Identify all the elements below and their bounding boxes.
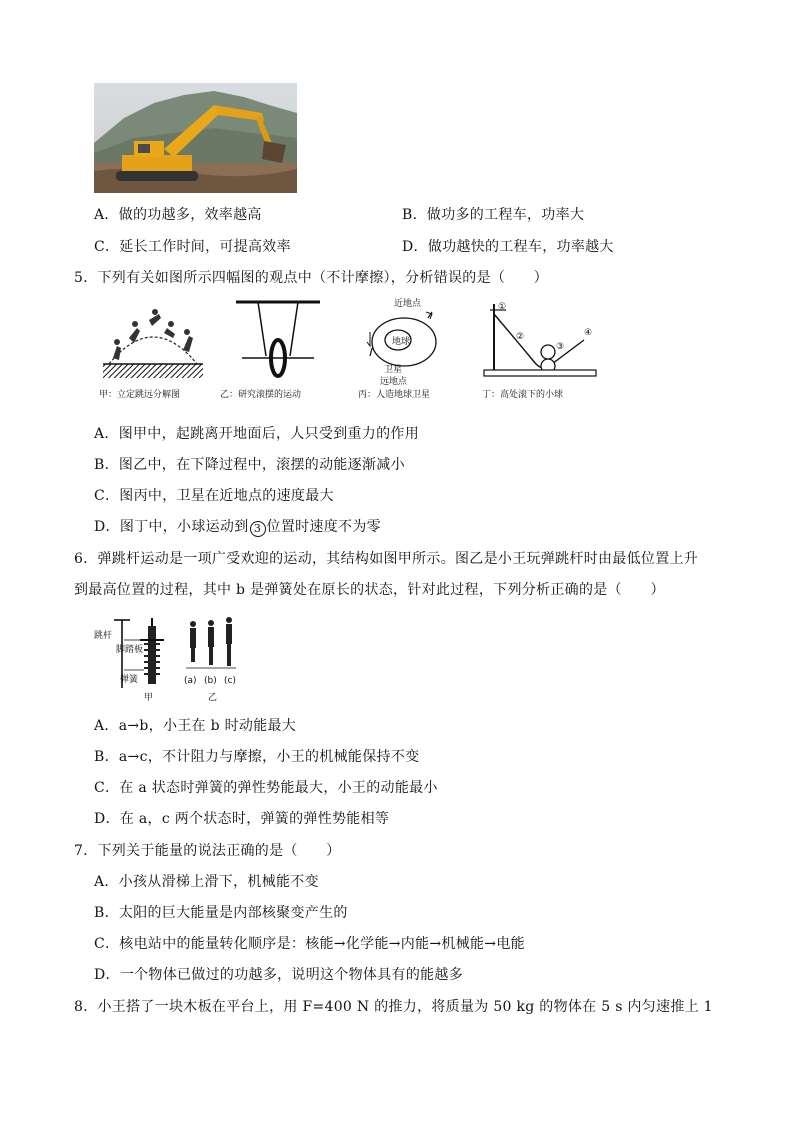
q6-label-spring: 弹簧 <box>120 675 139 685</box>
q7-option-c: C．核电站中的能量转化顺序是：核能→化学能→内能→机械能→电能 <box>94 936 525 952</box>
q5-caption-jia: 甲：立定跳远分解图 <box>99 390 181 400</box>
q5-label-sat: 卫星 <box>384 365 403 375</box>
q5-label-p1: ① <box>498 302 507 312</box>
q6-option-c: C．在 a 状态时弹簧的弹性势能最大，小王的动能最小 <box>94 780 438 796</box>
q5-option-b: B．图乙中，在下降过程中，滚摆的动能逐渐减小 <box>94 457 405 473</box>
q6-option-a: A．a→b，小王在 b 时动能最大 <box>94 718 297 734</box>
q6-label-yi: 乙 <box>208 693 218 703</box>
q5-option-d-post: 位置时速度不为零 <box>266 519 381 535</box>
q7-option-b: B．太阳的巨大能量是内部核聚变产生的 <box>94 905 348 921</box>
q6-label-jia: 甲 <box>144 693 154 703</box>
excavator-photo <box>94 83 297 193</box>
q6-label-c: (c) <box>224 676 236 686</box>
q5-option-c: C．图丙中，卫星在近地点的速度最大 <box>94 488 334 504</box>
q5-caption-ding: 丁：高处滚下的小球 <box>482 390 564 400</box>
q5-option-d <box>94 517 381 537</box>
q5-option-a: A．图甲中，起跳离开地面后，人只受到重力的作用 <box>94 426 420 442</box>
q6-label-pole: 跳杆 <box>94 631 113 641</box>
q4-option-c: C．延长工作时间，可提高效率 <box>94 239 291 255</box>
q6-option-d: D．在 a，c 两个状态时，弹簧的弹性势能相等 <box>94 811 390 827</box>
q4-option-b: B．做功多的工程车，功率大 <box>402 207 585 223</box>
q5-label-far: 远地点 <box>380 377 408 387</box>
q5-label-p2: ② <box>516 332 525 342</box>
q5-label-p3: ③ <box>556 342 565 352</box>
q6-stem-line1: 6．弹跳杆运动是一项广受欢迎的运动，其结构如图甲所示。图乙是小王玩弹跳杆时由最低位置上升 <box>74 551 699 567</box>
q6-stem-line2: 到最高位置的过程，其中 b 是弹簧处在原长的状态，针对此过程，下列分析正确的是（ ） <box>74 582 665 598</box>
q6-figure <box>94 614 254 702</box>
q8-stem: 8．小王搭了一块木板在平台上，用 F=400 N 的推力，将质量为 50 kg 的物体在 5 s 内匀速推上 1 <box>74 999 713 1015</box>
circled-number-3: 3 <box>250 521 266 537</box>
q7-stem: 7．下列关于能量的说法正确的是（ ） <box>74 843 341 859</box>
q5-label-p4: ④ <box>584 328 593 338</box>
q6-label-pedal: 脚踏板 <box>116 645 144 655</box>
q6-label-a: (a) <box>184 676 197 686</box>
q5-figure-bing <box>358 296 474 400</box>
q6-label-b: (b) <box>204 676 217 686</box>
q4-option-a: A．做的功越多，效率越高 <box>94 207 262 223</box>
q7-option-d: D．一个物体已做过的功越多，说明这个物体具有的能越多 <box>94 967 464 983</box>
q6-option-b: B．a→c，不计阻力与摩擦，小王的机械能保持不变 <box>94 749 420 765</box>
q7-option-a: A．小孩从滑梯上滑下，机械能不变 <box>94 874 319 890</box>
q5-caption-bing: 丙：人造地球卫星 <box>358 390 431 400</box>
q5-caption-yi: 乙：研究滚摆的运动 <box>220 390 302 400</box>
q5-figure-yi <box>220 298 328 400</box>
q4-option-d: D．做功越快的工程车，功率越大 <box>402 239 614 255</box>
q5-label-near: 近地点 <box>394 299 422 309</box>
q5-figure-ding <box>476 300 606 398</box>
q5-stem: 5．下列有关如图所示四幅图的观点中（不计摩擦），分析错误的是（ ） <box>74 270 549 286</box>
q5-option-d-pre: D．图丁中，小球运动到 <box>94 519 249 535</box>
q5-label-earth: 地球 <box>392 337 411 347</box>
q5-figure-jia <box>99 298 203 400</box>
